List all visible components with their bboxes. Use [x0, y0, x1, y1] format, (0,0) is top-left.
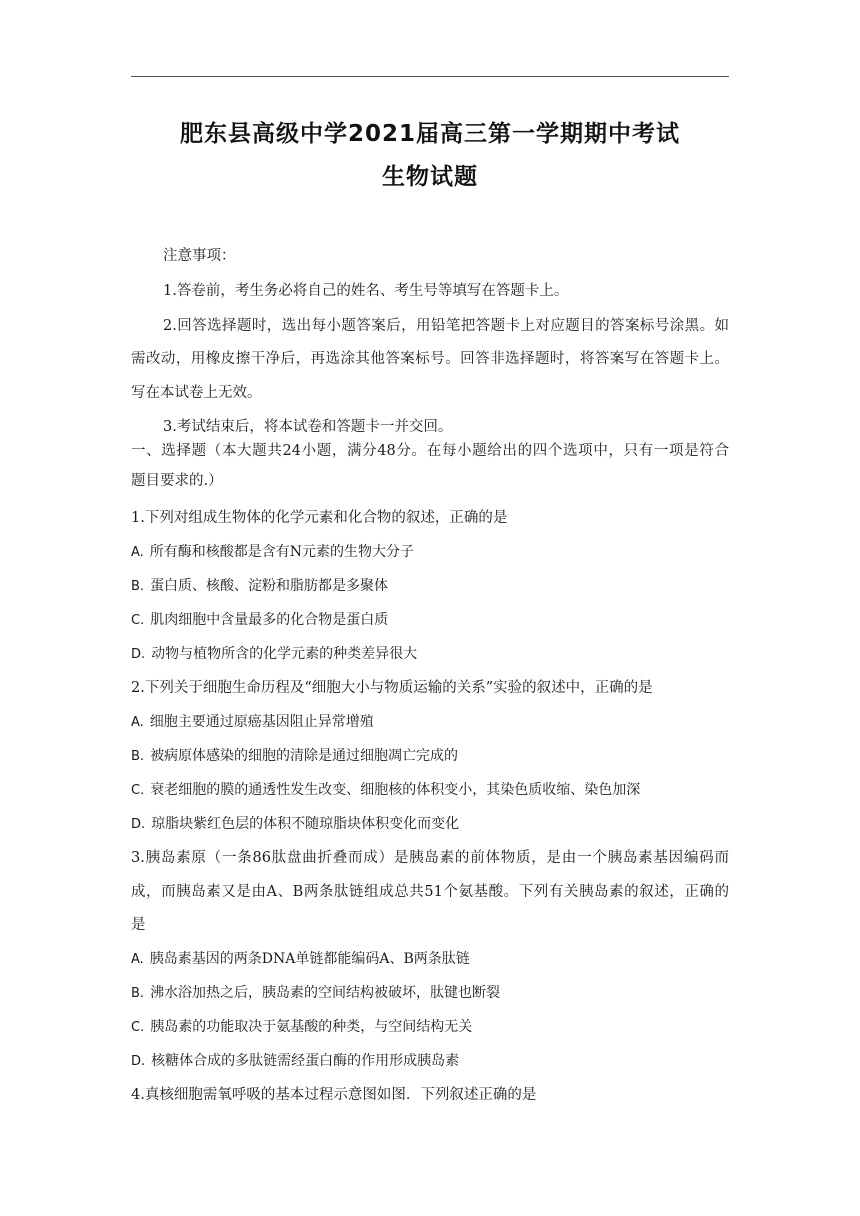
- option-label: C.: [131, 783, 145, 798]
- option-label: D.: [131, 1054, 146, 1069]
- option-text: 胰岛素基因的两条DNA单链都能编码A、B两条肽链: [149, 951, 470, 967]
- option-label: D.: [131, 817, 146, 832]
- option-text: 琼脂块紫红色层的体积不随琼脂块体积变化而变化: [151, 816, 460, 832]
- option-label: B.: [131, 579, 145, 594]
- notice-item-2-line-2: 需改动，用橡皮擦干净后，再选涂其他答案标号。回答非选择题时，将答案写在答题卡上。: [131, 351, 729, 367]
- option-label: D.: [131, 647, 146, 662]
- option-text: 衰老细胞的膜的通透性发生改变、细胞核的体积变小，其染色质收缩、染色加深: [150, 782, 641, 798]
- notice-item-3: 3.考试结束后，将本试卷和答题卡一并交回。: [163, 419, 453, 435]
- question-3-stem-line-3: 是: [131, 917, 146, 933]
- question-1-stem: 1.下列对组成生物体的化学元素和化合物的叙述，正确的是: [131, 510, 508, 526]
- question-1-option-a: [131, 542, 729, 563]
- option-text: 被病原体感染的细胞的清除是通过细胞凋亡完成的: [150, 748, 459, 764]
- exam-title: 肥东县高级中学2021届高三第一学期期中考试: [179, 121, 680, 147]
- option-text: 细胞主要通过原癌基因阻止异常增殖: [149, 714, 374, 730]
- question-2-stem: 2.下列关于细胞生命历程及“细胞大小与物质运输的关系”实验的叙述中，正确的是: [131, 680, 653, 696]
- option-label: A.: [131, 952, 144, 967]
- section-heading-line-1: 一、选择题（本大题共24小题，满分48分。在每小题给出的四个选项中，只有一项是符合: [131, 443, 729, 459]
- question-1-option-d: [131, 644, 729, 665]
- question-1-option-b: [131, 576, 729, 597]
- question-1-option-c: [131, 610, 729, 631]
- option-text: 核糖体合成的多肽链需经蛋白酶的作用形成胰岛素: [151, 1053, 460, 1069]
- option-text: 肌肉细胞中含量最多的化合物是蛋白质: [150, 612, 389, 628]
- option-text: 蛋白质、核酸、淀粉和脂肪都是多聚体: [150, 578, 389, 594]
- option-label: C.: [131, 613, 145, 628]
- question-3-option-a: [131, 949, 729, 970]
- notice-item-2-line-3: 写在本试卷上无效。: [131, 385, 262, 401]
- option-text: 胰岛素的功能取决于氨基酸的种类，与空间结构无关: [150, 1019, 473, 1035]
- question-2-option-a: [131, 712, 729, 733]
- exam-subtitle: 生物试题: [382, 164, 478, 190]
- option-label: A.: [131, 715, 144, 730]
- question-3-option-b: [131, 983, 729, 1004]
- option-label: C.: [131, 1020, 145, 1035]
- option-text: 动物与植物所含的化学元素的种类差异很大: [151, 646, 418, 662]
- notice-heading: 注意事项：: [163, 248, 236, 264]
- option-label: A.: [131, 545, 144, 560]
- question-3-option-c: [131, 1017, 729, 1038]
- question-3-stem-line-2: 成，而胰岛素又是由A、B两条肽链组成总共51个氨基酸。下列有关胰岛素的叙述，正确的: [131, 884, 729, 900]
- option-label: B.: [131, 749, 145, 764]
- question-2-option-d: [131, 814, 729, 835]
- section-heading-line-2: 题目要求的.）: [131, 473, 223, 489]
- question-2-option-b: [131, 746, 729, 767]
- option-label: B.: [131, 986, 145, 1001]
- header-rule: [131, 76, 729, 77]
- notice-item-1: 1.答卷前，考生务必将自己的姓名、考生号等填写在答题卡上。: [163, 283, 569, 299]
- notice-item-2-line-1: 2.回答选择题时，选出每小题答案后，用铅笔把答题卡上对应题目的答案标号涂黑。如: [163, 318, 729, 334]
- question-4-stem: 4.真核细胞需氧呼吸的基本过程示意图如图．下列叙述正确的是: [131, 1087, 537, 1103]
- question-3-stem-line-1: 3.胰岛素原（一条86肽盘曲折叠而成）是胰岛素的前体物质，是由一个胰岛素基因编码而: [131, 850, 729, 866]
- question-3-option-d: [131, 1051, 729, 1072]
- option-text: 所有酶和核酸都是含有N元素的生物大分子: [149, 544, 415, 560]
- option-text: 沸水浴加热之后，胰岛素的空间结构被破坏，肽键也断裂: [150, 985, 501, 1001]
- question-2-option-c: [131, 780, 729, 801]
